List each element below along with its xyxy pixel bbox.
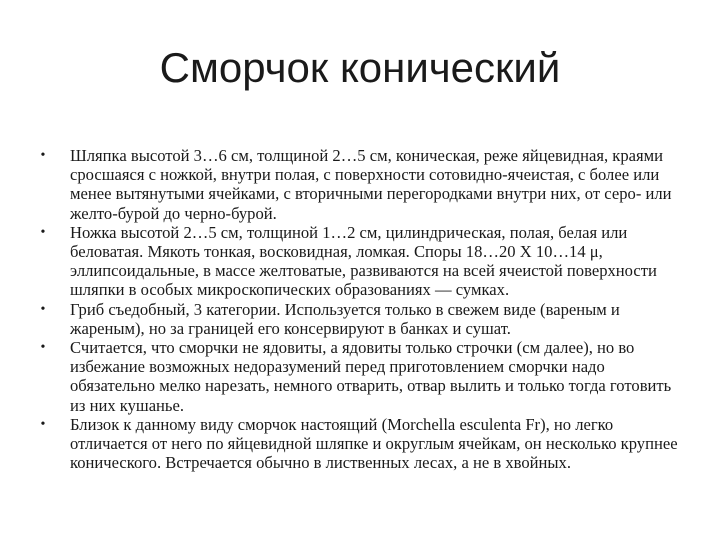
bullet-text: Ножка высотой 2…5 см, толщиной 1…2 см, цилиндрическая, полая, белая или беловатая. Мякоть тонкая, восковидная, ломкая. Споры 18…20 Х 10…14 μ, эллипсоидальные, в массе желтоватые, развиваются на всей ячеистой поверхности шляпки в особых микроскопических образованиях — сумках. [70,222,657,300]
bullet-icon: • [40,148,46,163]
bullet-icon: • [40,340,46,356]
bullet-item-similar-species [36,415,684,473]
bullet-list [36,146,684,472]
bullet-item-stem [36,223,684,300]
bullet-icon: • [40,301,46,317]
bullet-icon: • [40,416,46,432]
bullet-item-toxicity [36,338,684,415]
bullet-text: Близок к данному виду сморчок настоящий (Morchella esculenta Fr), но легко отличается от него по яйцевидной шляпке и округлым ячейкам, он несколько крупнее конического. Встречается обычно в лиственных лесах, а не в хвойных. [70,414,678,473]
bullet-text: Считается, что сморчки не ядовиты, а ядовиты только строчки (см далее), но во избежание возможных недоразумений перед приготовлением сморчки надо обязательно мелко нарезать, немного отварить, отвар вылить и только тогда готовить из них кушанье. [70,338,672,415]
bullet-icon: • [40,224,46,240]
bullet-item-edibility [36,300,684,338]
slide-title: Сморчок конический [159,44,561,91]
bullet-text: Шляпка высотой 3…6 см, толщиной 2…5 см, коническая, реже яйцевидная, краями сросшаяся с ножкой, внутри полая, с поверхности сотовидно-ячеистая, с более или менее вытянутыми ячейками, с вторичными перегородками внутри них, от серо- или желто-бурой до черно-бурой. [70,146,672,223]
bullet-item-cap [36,146,684,223]
bullet-text: Гриб съедобный, 3 категории. Используется только в свежем виде (вареным и жареным), но за границей его консервируют в банках и сушат. [70,299,620,338]
